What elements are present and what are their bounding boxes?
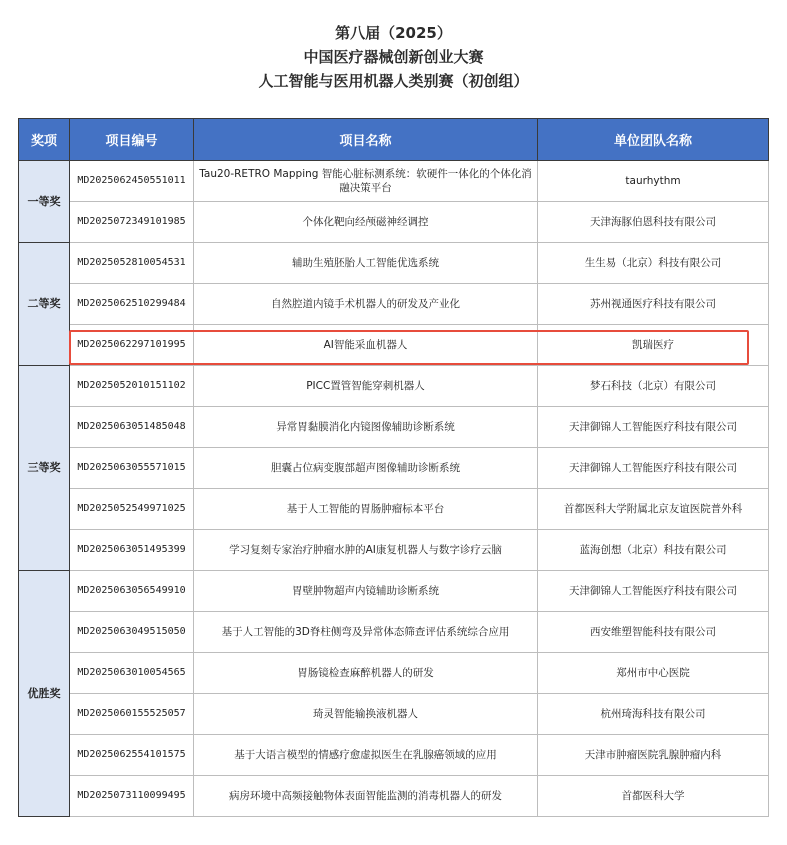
table-row: [19, 407, 769, 448]
project-name: 异常胃黏膜消化内镜图像辅助诊断系统: [194, 407, 538, 448]
column-header-unit: 单位团队名称: [538, 119, 769, 161]
award-excellence-prize: 优胜奖: [19, 571, 70, 817]
project-code: MD2025063051495399: [70, 530, 194, 571]
table-row: [19, 735, 769, 776]
project-code: MD2025062510299484: [70, 284, 194, 325]
project-code: MD2025063056549910: [70, 571, 194, 612]
table-row: [19, 653, 769, 694]
project-name: Tau20-RETRO Mapping 智能心脏标测系统：软硬件一体化的个体化消融决策平台: [194, 161, 538, 202]
competition-title: 中国医疗器械创新创业大赛: [303, 48, 484, 66]
column-header-name: 项目名称: [194, 119, 538, 161]
team-unit: taurhythm: [538, 161, 769, 202]
project-name: 基于人工智能的3D脊柱侧弯及异常体态筛查评估系统综合应用: [194, 612, 538, 653]
table-header-row: [19, 119, 769, 161]
project-name: 自然腔道内镜手术机器人的研发及产业化: [194, 284, 538, 325]
team-unit: 生生易（北京）科技有限公司: [538, 243, 769, 284]
award-third-prize: 三等奖: [19, 366, 70, 571]
project-code: MD2025052810054531: [70, 243, 194, 284]
team-unit: 西安维塑智能科技有限公司: [538, 612, 769, 653]
team-unit: 天津御锦人工智能医疗科技有限公司: [538, 407, 769, 448]
project-code: MD2025063010054565: [70, 653, 194, 694]
team-unit: 杭州琦海科技有限公司: [538, 694, 769, 735]
project-name: 琦灵智能输换液机器人: [194, 694, 538, 735]
project-name: 胃肠镜检查麻醉机器人的研发: [194, 653, 538, 694]
event-edition-title: 第八届（2025）: [335, 24, 452, 42]
project-name: 病房环境中高频接触物体表面智能监测的消毒机器人的研发: [194, 776, 538, 817]
project-code: MD2025073110099495: [70, 776, 194, 817]
table-row: [19, 243, 769, 284]
category-title: 人工智能与医用机器人类别赛（初创组）: [258, 72, 529, 90]
project-code: MD2025063049515050: [70, 612, 194, 653]
project-code: MD2025062554101575: [70, 735, 194, 776]
table-row: [19, 776, 769, 817]
project-code: MD2025062297101995: [70, 325, 194, 366]
column-header-award: 奖项: [19, 119, 70, 161]
team-unit: 梦石科技（北京）有限公司: [538, 366, 769, 407]
project-name: 学习复刻专家治疗肿瘤水肿的AI康复机器人与数字诊疗云脑: [194, 530, 538, 571]
team-unit: 郑州市中心医院: [538, 653, 769, 694]
project-name: PICC置管智能穿刺机器人: [194, 366, 538, 407]
team-unit: 天津市肿瘤医院乳腺肿瘤内科: [538, 735, 769, 776]
table-row: [19, 489, 769, 530]
team-unit: 蓝海创想（北京）科技有限公司: [538, 530, 769, 571]
table-row: [19, 202, 769, 243]
table-row-highlighted: [19, 325, 769, 366]
project-name: 胆囊占位病变腹部超声图像辅助诊断系统: [194, 448, 538, 489]
project-code: MD2025072349101985: [70, 202, 194, 243]
project-code: MD2025052549971025: [70, 489, 194, 530]
table-row: [19, 694, 769, 735]
team-unit: 凯瑞医疗: [538, 325, 769, 366]
project-code: MD2025052010151102: [70, 366, 194, 407]
award-second-prize: 二等奖: [19, 243, 70, 366]
award-first-prize: 一等奖: [19, 161, 70, 243]
project-name: 基于大语言模型的情感疗愈虚拟医生在乳腺癌领域的应用: [194, 735, 538, 776]
team-unit: 天津海豚伯恩科技有限公司: [538, 202, 769, 243]
team-unit: 首都医科大学: [538, 776, 769, 817]
team-unit: 天津御锦人工智能医疗科技有限公司: [538, 448, 769, 489]
table-row: [19, 448, 769, 489]
project-name: 个体化靶向经颅磁神经调控: [194, 202, 538, 243]
award-table: [18, 118, 769, 817]
project-name: 胃壁肿物超声内镜辅助诊断系统: [194, 571, 538, 612]
project-name: 基于人工智能的胃肠肿瘤标本平台: [194, 489, 538, 530]
project-name: 辅助生殖胚胎人工智能优选系统: [194, 243, 538, 284]
team-unit: 首都医科大学附属北京友谊医院普外科: [538, 489, 769, 530]
team-unit: 苏州视通医疗科技有限公司: [538, 284, 769, 325]
table-row: [19, 612, 769, 653]
project-code: MD2025063055571015: [70, 448, 194, 489]
column-header-code: 项目编号: [70, 119, 194, 161]
table-row: [19, 366, 769, 407]
table-row: [19, 161, 769, 202]
project-code: MD2025060155525057: [70, 694, 194, 735]
table-row: [19, 284, 769, 325]
table-row: [19, 530, 769, 571]
team-unit: 天津御锦人工智能医疗科技有限公司: [538, 571, 769, 612]
project-code: MD2025063051485048: [70, 407, 194, 448]
table-row: [19, 571, 769, 612]
project-name: AI智能采血机器人: [194, 325, 538, 366]
project-code: MD2025062450551011: [70, 161, 194, 202]
